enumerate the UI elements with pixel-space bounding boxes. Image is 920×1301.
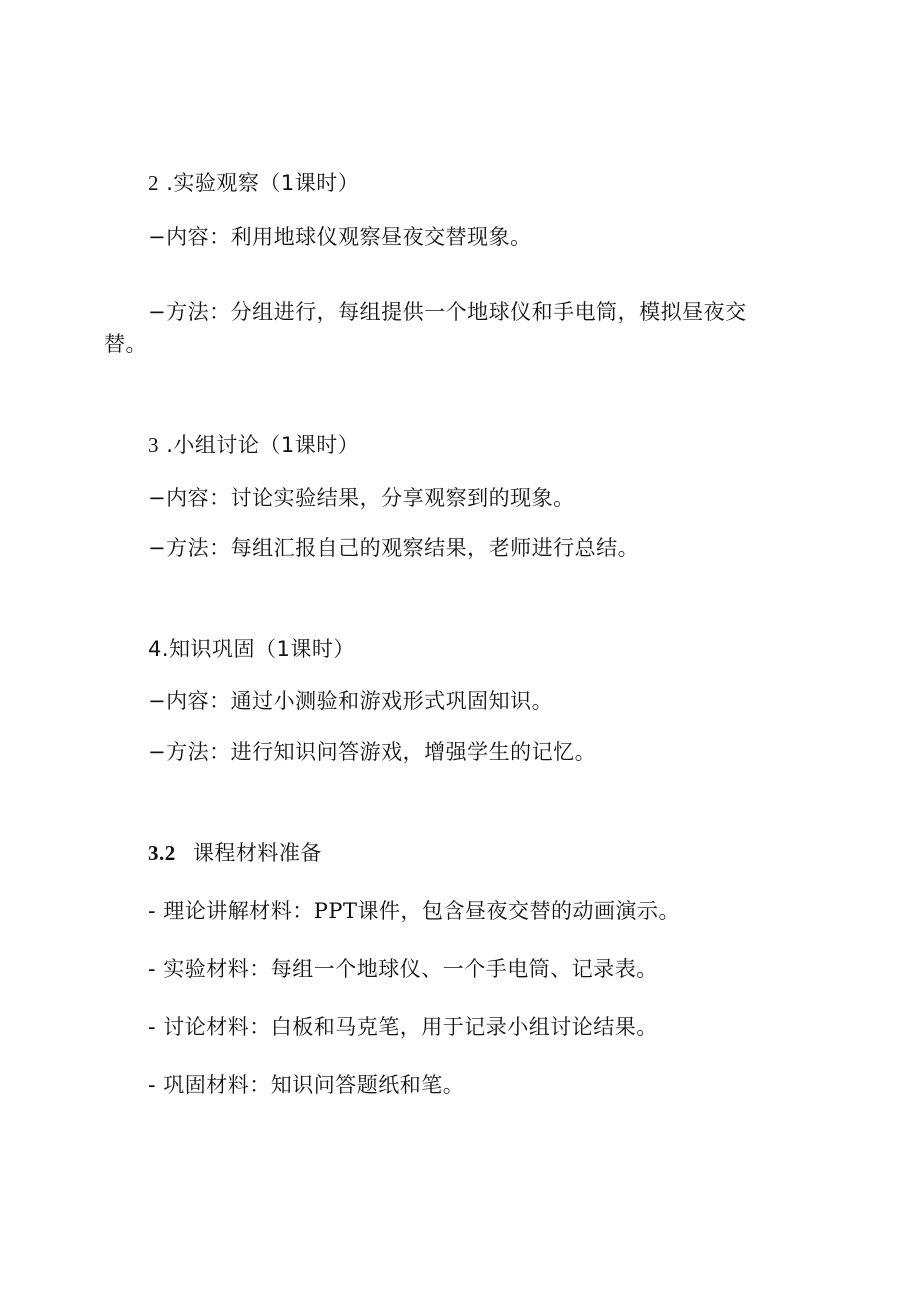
section-2-method-line1: −方法：分组进行，每组提供一个地球仪和手电筒，模拟昼夜交 xyxy=(148,300,747,324)
material-item xyxy=(148,1070,464,1100)
material-item xyxy=(148,896,680,926)
heading-text: .小组讨论（1课时） xyxy=(166,433,360,457)
material-text: ：PPT课件，包含昼夜交替的动画演示。 xyxy=(292,899,681,923)
material-text: ：知识问答题纸和笔。 xyxy=(249,1073,465,1097)
heading-text: .实验观察（1课时） xyxy=(166,171,360,195)
material-label: - 理论讲解材料 xyxy=(148,899,293,923)
section-4-method: −方法：进行知识问答游戏，增强学生的记忆。 xyxy=(148,740,597,764)
material-label: - 巩固材料 xyxy=(148,1073,250,1097)
material-text: ：白板和马克笔，用于记录小组讨论结果。 xyxy=(249,1015,658,1039)
material-item xyxy=(148,954,658,984)
section-heading-2 xyxy=(148,168,359,198)
materials-heading xyxy=(148,838,322,868)
section-2-method-line2: 替。 xyxy=(104,332,147,356)
heading-number: 2 xyxy=(148,171,159,195)
section-3-method: −方法：每组汇报自己的观察结果，老师进行总结。 xyxy=(148,536,640,560)
section-3-content: −内容：讨论实验结果，分享观察到的现象。 xyxy=(148,486,575,510)
section-4-content: −内容：通过小测验和游戏形式巩固知识。 xyxy=(148,689,554,713)
section-heading-3 xyxy=(148,430,359,460)
section-2-content: −内容：利用地球仪观察昼夜交替现象。 xyxy=(148,225,532,249)
material-label: - 讨论材料 xyxy=(148,1015,250,1039)
heading-text: 课程材料准备 xyxy=(192,841,322,865)
heading-number: 3 xyxy=(148,433,159,457)
material-text: ：每组一个地球仪、一个手电筒、记录表。 xyxy=(249,957,658,981)
section-heading-4: 4.知识巩固（1课时） xyxy=(148,637,355,661)
material-label: - 实验材料 xyxy=(148,957,250,981)
heading-number: 3.2 xyxy=(148,841,176,865)
material-item xyxy=(148,1012,658,1042)
